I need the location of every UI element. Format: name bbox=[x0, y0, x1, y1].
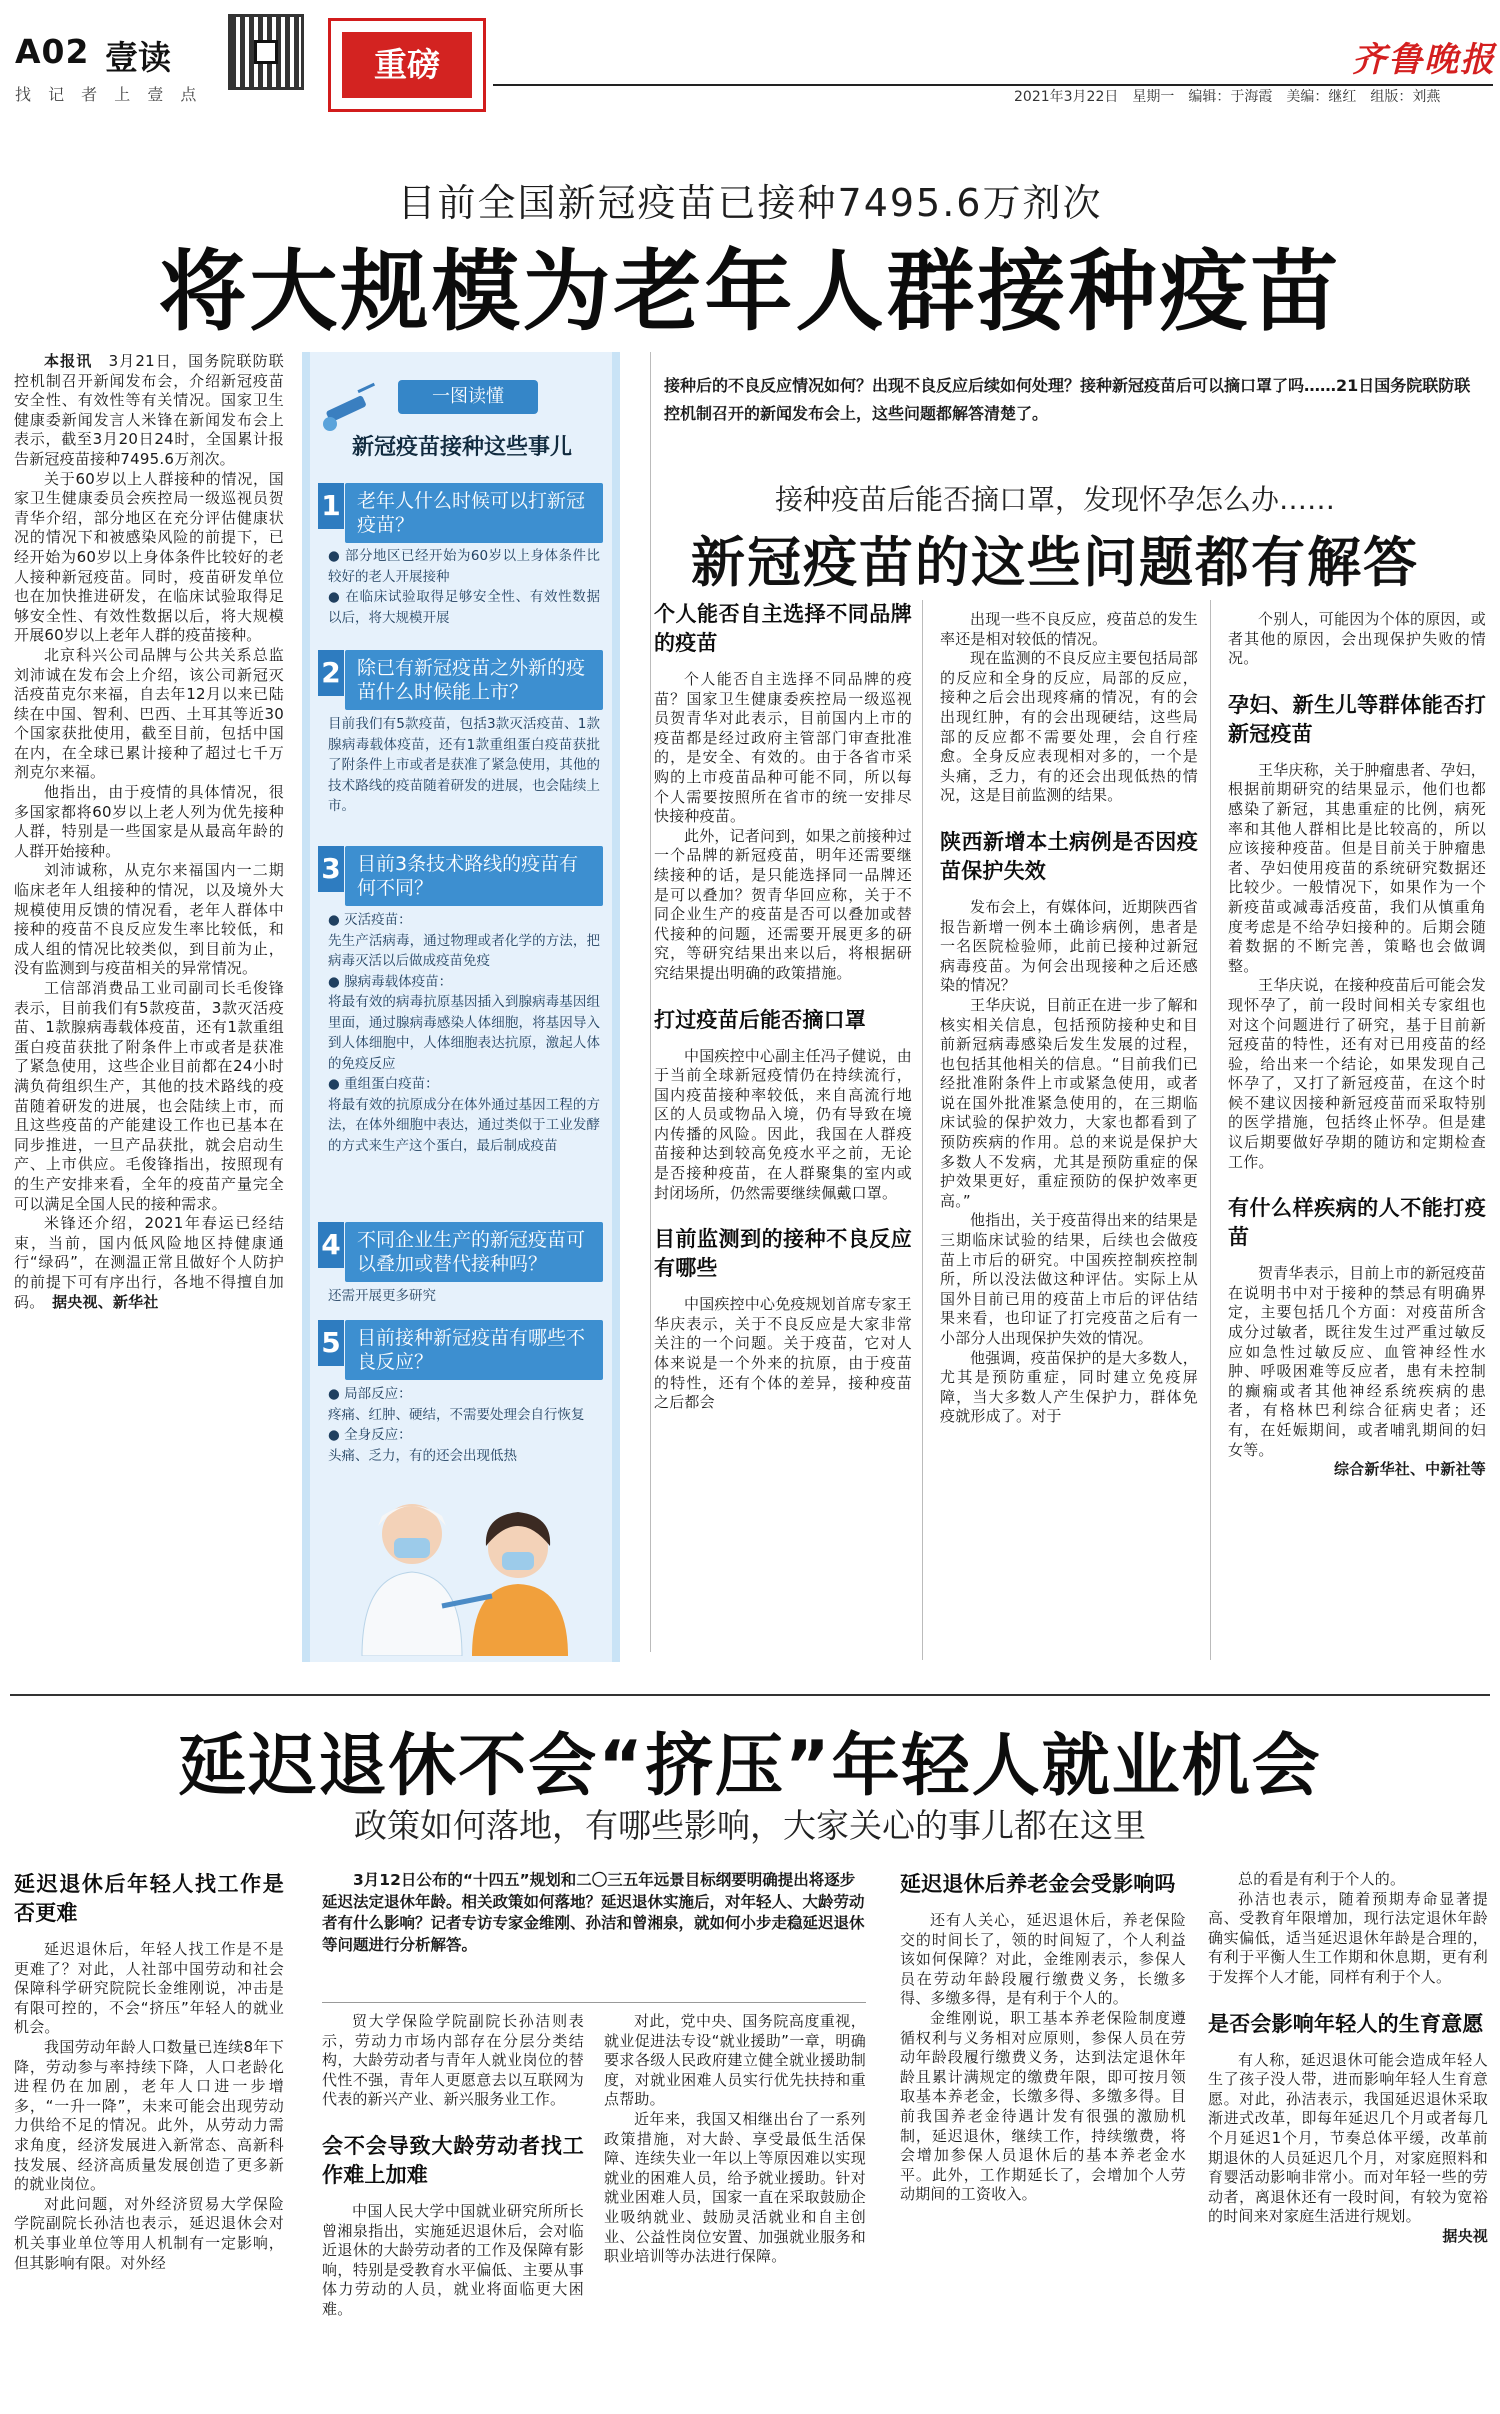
subheading: 延迟退休后年轻人找工作是否更难 bbox=[14, 1872, 284, 1925]
subheading: 有什么样疾病的人不能打疫苗 bbox=[1228, 1196, 1486, 1250]
q5-question: 目前接种新冠疫苗有哪些不良反应？ bbox=[345, 1320, 603, 1380]
paragraph: 王华庆说，目前正在进一步了解和核实相关信息，包括预防接种史和目前新冠病毒感染后发生发展的过程，也包括其他相关的信息。“目前我们已经批准附条件上市或紧急使用，或者说在国外批准紧急使用的，在三期临床试验的保护效力，大家也都看到了预防疾病的作用。总的来说是保护大多数人不发病，尤其是预防重症的保护效果更好，重症预防的保护效率更高。” bbox=[940, 995, 1198, 1210]
story1-body bbox=[14, 352, 284, 1652]
page-number: A02 bbox=[15, 32, 90, 71]
subheading: 会不会导致大龄劳动者找工作难上加难 bbox=[322, 2133, 584, 2187]
q3-question: 目前3条技术路线的疫苗有何不同？ bbox=[345, 846, 603, 906]
paragraph: 现在监测的不良反应主要包括局部的反应和全身的反应，局部的反应，接种之后会出现疼痛的情况，有的会出现红肿，有的会出现硬结，这些局部的反应都不需要处理，会自行痊愈。全身反应表现相对多的，一个是头痛，乏力，有的还会出现低热的情况，这是目前监测的结果。 bbox=[940, 649, 1198, 805]
story1-byline: 据央视、新华社 bbox=[52, 1292, 159, 1311]
story3-column-1 bbox=[14, 1870, 284, 2400]
story3-subtitle: 政策如何落地，有哪些影响，大家关心的事儿都在这里 bbox=[354, 1806, 1146, 1845]
layout-credit: 组版：刘燕 bbox=[1370, 89, 1441, 105]
paragraph: 我国劳动年龄人口数量已连续8年下降，劳动参与率持续下降，人口老龄化进程仍在加剧，老年人口进一步增多，“一升一降”，未来可能会出现劳动力供给不足的情况。此外，从劳动力需求角度，经济发展进入新常态、高新科技发展、经济高质量发展创造了更多新的就业岗位。 bbox=[14, 2037, 284, 2194]
story1-para-1: 3月21日，国务院联防联控机制召开新闻发布会，介绍新冠疫苗安全性、有效性等有关情况。国家卫生健康委新闻发言人米锋在新闻发布会上表示，截至3月20日24时，全国累计报告新冠疫苗接种7495.6万剂次。 bbox=[14, 352, 284, 468]
paragraph: 此外，记者问到，如果之前接种过一个品牌的新冠疫苗，明年还需要继续接种的话，是只能选择同一品牌还是可以叠加？贺青华回应称，关于不同企业生产的疫苗是否可以叠加或替代接种的问题，还需要开展更多的研究，等研究结果出来以后，将根据研究结果提出明确的政策措施。 bbox=[654, 826, 912, 982]
header-meta bbox=[1000, 86, 1440, 106]
paragraph: 出现一些不良反应，疫苗总的发生率还是相对较低的情况。 bbox=[940, 610, 1198, 648]
story2-column-1 bbox=[654, 600, 912, 1660]
paragraph: 有人称，延迟退休可能会造成年轻人生了孩子没人带，进而影响年轻人生育意愿。对此，孙洁表示，我国延迟退休采取渐进式改革，即每年延迟几个月或者每几个月延迟1个月，节奏总体平缓，改革前期退休的人员延迟几个月，对家庭照料和育婴活动影响非常小。而对年轻一些的劳动者，离退休还有一段时间，有较为宽裕的时间来对家庭生活进行规划。 bbox=[1208, 2050, 1488, 2226]
story3-column-5 bbox=[1208, 1870, 1488, 2400]
art-credit: 美编：继红 bbox=[1286, 89, 1357, 105]
q2-question: 除已有新冠疫苗之外新的疫苗什么时候能上市？ bbox=[345, 650, 603, 710]
story3-headline: 延迟退休不会“挤压”年轻人就业机会 bbox=[178, 1727, 1322, 1806]
story3-byline: 据央视 bbox=[1442, 2226, 1488, 2245]
subheading: 孕妇、新生儿等群体能否打新冠疫苗 bbox=[1228, 692, 1486, 746]
paragraph: 中国疾控中心免疫规划首席专家王华庆表示，关于不良反应是大家非常关注的一个问题。关于疫苗，它对人体来说是一个外来的抗原，由于疫苗的特性，还有个体的差异，接种疫苗之后都会 bbox=[654, 1295, 912, 1412]
paragraph: 延迟退休后，年轻人找工作是不是更难了？对此，人社部中国劳动和社会保障科学研究院院长金维刚说，冲击是有限可控的，不会“挤压”年轻人的就业机会。 bbox=[14, 1940, 284, 2037]
story1-kicker: 目前全国新冠疫苗已接种7495.6万剂次 bbox=[397, 181, 1103, 225]
editor-credit: 编辑：于海霞 bbox=[1188, 89, 1273, 105]
q4-question: 不同企业生产的新冠疫苗可以叠加或替代接种吗？ bbox=[345, 1222, 603, 1282]
paragraph: 个别人，可能因为个体的原因，或者其他的原因，会出现保护失败的情况。 bbox=[1228, 610, 1486, 668]
story2-headline: 新冠疫苗的这些问题都有解答 bbox=[691, 531, 1419, 594]
story2-byline: 综合新华社、中新社等 bbox=[1333, 1460, 1486, 1479]
paragraph: 中国人民大学中国就业研究所所长曾湘泉指出，实施延迟退休后，会对临近退休的大龄劳动者的工作及保障有影响，特别是受教育水平偏低、主要从事体力劳动的人员，就业将面临更大困难。 bbox=[322, 2201, 584, 2318]
q5-answer: ● 局部反应： 疼痛、红肿、硬结，不需要处理会自行恢复 ● 全身反应： 头痛、乏力，有的还会出现低热 bbox=[328, 1386, 585, 1464]
paragraph: 个人能否自主选择不同品牌的疫苗？国家卫生健康委疾控局一级巡视员贺青华对此表示，目前国内上市的疫苗都是经过政府主管部门审查批准的，是安全、有效的。由于各省市采购的上市疫苗品种可能不同，所以每个人需要按照所在省市的统一安排尽快接种疫苗。 bbox=[654, 670, 912, 826]
paragraph: 贸大学保险学院副院长孙洁则表示，劳动力市场内部存在分层分类结构，大龄劳动者与青年人就业岗位的替代性不强，青年人更愿意去以互联网为代表的新兴产业、新兴服务业工作。 bbox=[322, 2012, 584, 2109]
q4-answer: 还需开展更多研究 bbox=[328, 1288, 436, 1304]
paragraph: 中国疾控中心副主任冯子健说，由于当前全球新冠疫情仍在持续流行，国内疫苗接种率较低，来自高流行地区的人员或物品入境，仍有导致在境内传播的风险。因此，我国在人群疫苗接种达到较高免疫水平之前，无论是否接种疫苗，在人群聚集的室内或封闭场所，仍然需要继续佩戴口罩。 bbox=[654, 1046, 912, 1202]
paragraph: 还有人关心，延迟退休后，养老保险交的时间长了，领的时间短了，个人利益该如何保障？对此，金维刚表示，参保人员在劳动年龄段履行缴费义务，长缴多得、多缴多得，是有利于个人的。 bbox=[900, 1911, 1186, 2008]
qr-code-center bbox=[254, 40, 278, 64]
subheading: 个人能否自主选择不同品牌的疫苗 bbox=[654, 602, 912, 655]
story3-column-2 bbox=[322, 2012, 584, 2402]
story2-column-2 bbox=[940, 610, 1198, 1660]
story1-para-2: 关于60岁以上人群接种的情况，国家卫生健康委员会疾控局一级巡视员贺青华介绍，部分地区在充分评估健康状况的情况下和被感染风险的前提下，已经开始为60岁以上身体条件比较好的老人接种新冠疫苗。同时，疫苗研发单位也在加快推进研发，在临床试验取得足够安全性、有效性数据以后，将大规模开展60岁以上老年人群的疫苗接种。 bbox=[14, 469, 284, 645]
paragraph: 总的看是有利于个人的。 bbox=[1238, 1870, 1406, 1888]
story1-para-3: 北京科兴公司品牌与公共关系总监刘沛诚在发布会上介绍，该公司新冠灭活疫苗克尔来福，自去年12月以来已陆续在中国、智利、巴西、土耳其等近30个国家获批使用，截至目前，包括中国在内，在全球已累计接种了超过七千万剂克尔来福。 bbox=[14, 645, 284, 782]
dateline: 本报讯 bbox=[44, 352, 93, 370]
lead-rule bbox=[322, 2002, 866, 2003]
story3-lead: 3月12日公布的“十四五”规划和二〇三五年远景目标纲要明确提出将逐步延迟法定退休年龄。相关政策如何落地？延迟退休实施后，对年轻人、大龄劳动者有什么影响？记者专访专家金维刚、孙洁和曾湘泉，就如何小步走稳延迟退休等问题进行分析解答。 bbox=[322, 1871, 865, 1954]
story1-headline: 将大规模为老年人群接种疫苗 bbox=[158, 240, 1342, 343]
q2-answer: 目前我们有5款疫苗，包括3款灭活疫苗、1款腺病毒载体疫苗，还有1款重组蛋白疫苗获批了附条件上市或者是获准了紧急使用，其他的技术路线的疫苗随着研发的进展，也会陆续上市。 bbox=[328, 716, 600, 814]
paragraph: 王华庆说，在接种疫苗后可能会发现怀孕了，前一段时间相关专家组也对这个问题进行了研究，基于目前新冠疫苗的特性，还有对已用疫苗的经验，给出来一个结论，如果发现自己怀孕了，又打了新冠疫苗，在这个时候不建议因接种新冠疫苗而采取特别的医学措施，包括终止怀孕。但是建议后期要做好孕期的随访和定期检查工作。 bbox=[1228, 976, 1486, 1171]
subheading: 延迟退休后养老金会受影响吗 bbox=[900, 1872, 1176, 1896]
column-divider bbox=[1210, 600, 1211, 1660]
infographic-title: 新冠疫苗接种这些事儿 bbox=[352, 435, 573, 460]
subheading: 打过疫苗后能否摘口罩 bbox=[654, 1007, 866, 1032]
story2-column-3 bbox=[1228, 610, 1486, 1650]
q1-number: 1 bbox=[318, 483, 344, 529]
vaccination-illustration bbox=[322, 1486, 604, 1656]
q5-number: 5 bbox=[318, 1320, 344, 1366]
subheading: 目前监测到的接种不良反应有哪些 bbox=[654, 1227, 912, 1281]
column-divider bbox=[922, 600, 923, 1660]
issue-weekday: 星期一 bbox=[1132, 89, 1175, 105]
syringe-icon bbox=[318, 376, 388, 436]
paragraph: 发布会上，有媒体问，近期陕西省报告新增一例本土确诊病例，患者是一名医院检验师，此前已接种过新冠病毒疫苗。为何会出现接种之后还感染的情况？ bbox=[940, 897, 1198, 995]
q4-number: 4 bbox=[318, 1222, 344, 1268]
subheading: 是否会影响年轻人的生育意愿 bbox=[1208, 2011, 1484, 2036]
story1-para-7: 米锋还介绍，2021年春运已经结束，当前，国内低风险地区持健康通行“绿码”，在测温正常且做好个人防护的前提下可有序出行，各地不得擅自加码。 据央视、新华社 bbox=[14, 1214, 284, 1311]
paragraph: 近年来，我国又相继出台了一系列政策措施，对大龄、享受最低生活保障、连续失业一年以上等原因难以实现就业的困难人员，给予就业援助。针对就业困难人员，国家一直在采取鼓励企业吸纳就业、鼓励灵活就业和自主创业、公益性岗位安置、加强就业服务和职业培训等办法进行保障。 bbox=[604, 2109, 866, 2266]
story1-para-6: 工信部消费品工业司副司长毛俊锋表示，目前我们有5款疫苗，3款灭活疫苗、1款腺病毒载体疫苗，还有1款重组蛋白疫苗获批了附条件上市或者是获准了紧急使用，这些企业目前都在24小时满负荷组织生产，其他的技术路线的疫苗随着研发的进展，也会陆续上市，而且这些疫苗的产能建设工作也已基本在同步推进，一旦产品获批，就会启动生产、上市供应。毛俊锋指出，按照现有的生产安排来看，全年的疫苗产量完全可以满足全国人民的接种需求。 bbox=[14, 979, 284, 1213]
newspaper-logo: 齐鲁晚报 bbox=[1352, 40, 1496, 80]
story1-para-5: 刘沛诚称，从克尔来福国内一二期临床老年人组接种的情况，以及境外大规模使用反馈的情况看，老年人群体中接种的疫苗不良反应发生率比较低，和成人组的情况比较类似，到目前为止，没有监测到与疫苗相关的异常情况。 bbox=[14, 861, 284, 978]
story2-intro: 接种后的不良反应情况如何？出现不良反应后续如何处理？接种新冠疫苗后可以摘口罩了吗……21日国务院联防联控机制召开的新闻发布会上，这些问题都解答清楚了。 bbox=[664, 376, 1471, 423]
q3-answer: ● 灭活疫苗： 先生产活病毒，通过物理或者化学的方法，把病毒灭活以后做成疫苗免疫 ● 腺病毒载体疫苗： 将最有效的病毒抗原基因插入到腺病毒基因组里面，通过腺病毒感染人体细胞，将基因导入到人体细胞中，人体细胞表达抗原，激起人体的免疫反应 ● 重组蛋白疫苗： 将最有效的抗原成分在体外通过基因工程的方法，在体外细胞中表达，通过类似于工业发酵的方式来生产这个蛋白，最后制成疫苗 bbox=[328, 912, 600, 1154]
byline-row bbox=[1228, 1460, 1486, 1480]
paragraph: 孙洁也表示，随着预期寿命显著提高、受教育年限增加，现行法定退休年龄确实偏低，适当延迟退休年龄是合理的，有利于平衡人生工作期和休息期，更有利于发挥个人才能，同样有利于个人。 bbox=[1208, 1889, 1488, 1986]
issue-date: 2021年3月22日 bbox=[1014, 89, 1119, 105]
byline-row bbox=[1208, 2227, 1488, 2247]
paragraph: 对此，党中央、国务院高度重视，就业促进法专设“就业援助”一章，明确要求各级人民政府建立健全就业援助制度，对就业困难人员实行优先扶持和重点帮助。 bbox=[604, 2012, 866, 2109]
paragraph: 对此问题，对外经济贸易大学保险学院副院长孙洁也表示，延迟退休会对机关事业单位等用人机制有一定影响，但其影响有限。对外经 bbox=[14, 2194, 284, 2272]
section-name: 壹读 bbox=[105, 38, 171, 77]
story1-para-4: 他指出，由于疫情的具体情况，很多国家都将60岁以上老人列为优先接种人群，特别是一些国家是从最高年龄的人群开始接种。 bbox=[14, 783, 284, 860]
paragraph: 贺青华表示，目前上市的新冠疫苗在说明书中对于接种的禁忌有明确界定，主要包括几个方面：对疫苗所含成分过敏者，既往发生过严重过敏反应如急性过敏反应、血管神经性水肿、呼吸困难等反应者，患有未控制的癫痫或者其他神经系统疾病的患者，有格林巴利综合征病史者；还有，在妊娠期间，或者哺乳期间的妇女等。 bbox=[1228, 1264, 1486, 1459]
q1-answer: ● 部分地区已经开始为60岁以上身体条件比较好的老人开展接种 ● 在临床试验取得足够安全性、有效性数据以后，将大规模开展 bbox=[328, 548, 600, 626]
story3-column-4 bbox=[900, 1870, 1186, 2400]
story2-kicker: 接种疫苗后能否摘口罩，发现怀孕怎么办…… bbox=[774, 483, 1335, 516]
section-divider bbox=[10, 1694, 1490, 1696]
subheading: 陕西新增本土病例是否因疫苗保护失效 bbox=[940, 829, 1198, 883]
column-divider bbox=[650, 352, 651, 1652]
paragraph: 他强调，疫苗保护的是大多数人，尤其是预防重症，同时建立免疫屏障，当大多数人产生保护力，群体免疫就形成了。对于 bbox=[940, 1348, 1198, 1426]
q2-number: 2 bbox=[318, 650, 344, 696]
q1-question: 老年人什么时候可以打新冠疫苗？ bbox=[345, 483, 603, 543]
q3-number: 3 bbox=[318, 846, 344, 892]
column-tag: 重磅 bbox=[342, 32, 472, 98]
paragraph: 他指出，关于疫苗得出来的结果是三期临床试验的结果，后续也会做疫苗上市后的研究。中国疾控制疾控制所，所以没法做这种评估。实际上从国外目前已用的疫苗上市后的评估结果来看，也印证了打完疫苗之后有一小部分人出现保护失效的情况。 bbox=[940, 1211, 1198, 1347]
infographic-badge: 一图读懂 bbox=[398, 380, 538, 414]
paragraph: 王华庆称，关于肿瘤患者、孕妇，根据前期研究的结果显示，他们也都感染了新冠，其患重症的比例，病死率和其他人群相比是比较高的，所以应该接种疫苗。但是目前关于肿瘤患者、孕妇使用疫苗的系统研究数据还比较少。一般情况下，如果作为一个新疫苗或减毒活疫苗，我们从慎重角度考虑是不给孕妇接种的。后期会随着数据的不断完善，策略也会做调整。 bbox=[1228, 760, 1486, 975]
section-slogan: 找 记 者 上 壹 点 bbox=[15, 85, 200, 104]
paragraph: 金维刚说，职工基本养老保险制度遵循权利与义务相对应原则，参保人员在劳动年龄段履行缴费义务，达到法定退休年龄且累计满规定的缴费年限，即可按月领取基本养老金，长缴多得、多缴多得。目前我国养老金待遇计发有很强的激励机制，延迟退休，继续工作，持续缴费，将会增加参保人员退休后的基本养老金水平。此外，工作期延长了，会增加个人劳动期间的工资收入。 bbox=[900, 2008, 1186, 2204]
story3-column-3 bbox=[604, 2012, 866, 2402]
